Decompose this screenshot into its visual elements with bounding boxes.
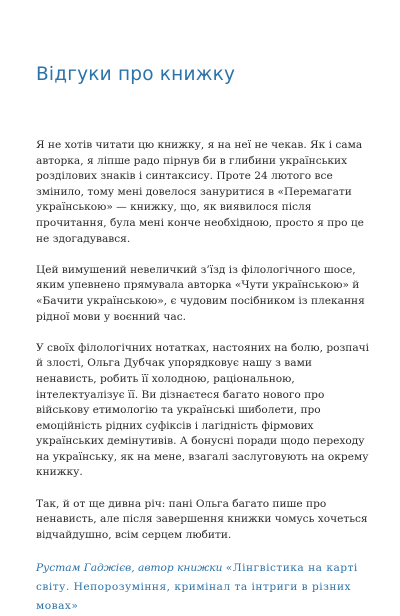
- review-credit: [36, 559, 371, 616]
- review-paragraph-3: У своїх філологічних нотатках, настояних на болю, розпачі й злості, Ольга Дубчак упорядковує нашу з вами ненависть, робить її холодною, раціональною, інтелектуалізує її. Ви дізнаєтеся багато нового про військову етимологію та українські шиболети, про емоційність рідних суфіксів і лагідність фірмових українських демінутивів. А бонусні поради щодо переходу на українську, як на мене, взагалі заслуговують на окрему книжку.: [36, 341, 370, 479]
- review-paragraph-2: Цей вимушений невеличкий з’їзд із філологічного шосе, яким упевнено прямувала авторка «Чути українською» й «Бачити українською», є чудовим посібником із плекання рідної мови у воєнний час.: [36, 263, 365, 323]
- review-paragraph-1: Я не хотів читати цю книжку, я на неї не чекав. Як і сама авторка, я ліпше радо пірнув би в глибини українських розділових знаків і синтаксису. Проте 24 лютого все змінило, тому мені довелося зануритися в «Перемагати українською» — книжку, що, як виявилося після прочитання, була мені конче необхідною, просто я про це не здогадувався.: [36, 139, 364, 245]
- review-paragraph-4: Так, й от ще дивна річ: пані Ольга багато пише про ненависть, але після завершення книжки чомусь хочеться відчайдушно, всім серцем любити.: [36, 497, 368, 541]
- page-heading: Відгуки про книжку: [36, 64, 236, 85]
- credit-book-title: «Лінгвістика на карті світу. Непорозуміння, кримінал та інтриги в різних мовах»: [36, 562, 358, 613]
- review-body: [36, 138, 371, 616]
- credit-author: Рустам Гаджієв, автор книжки: [36, 562, 223, 575]
